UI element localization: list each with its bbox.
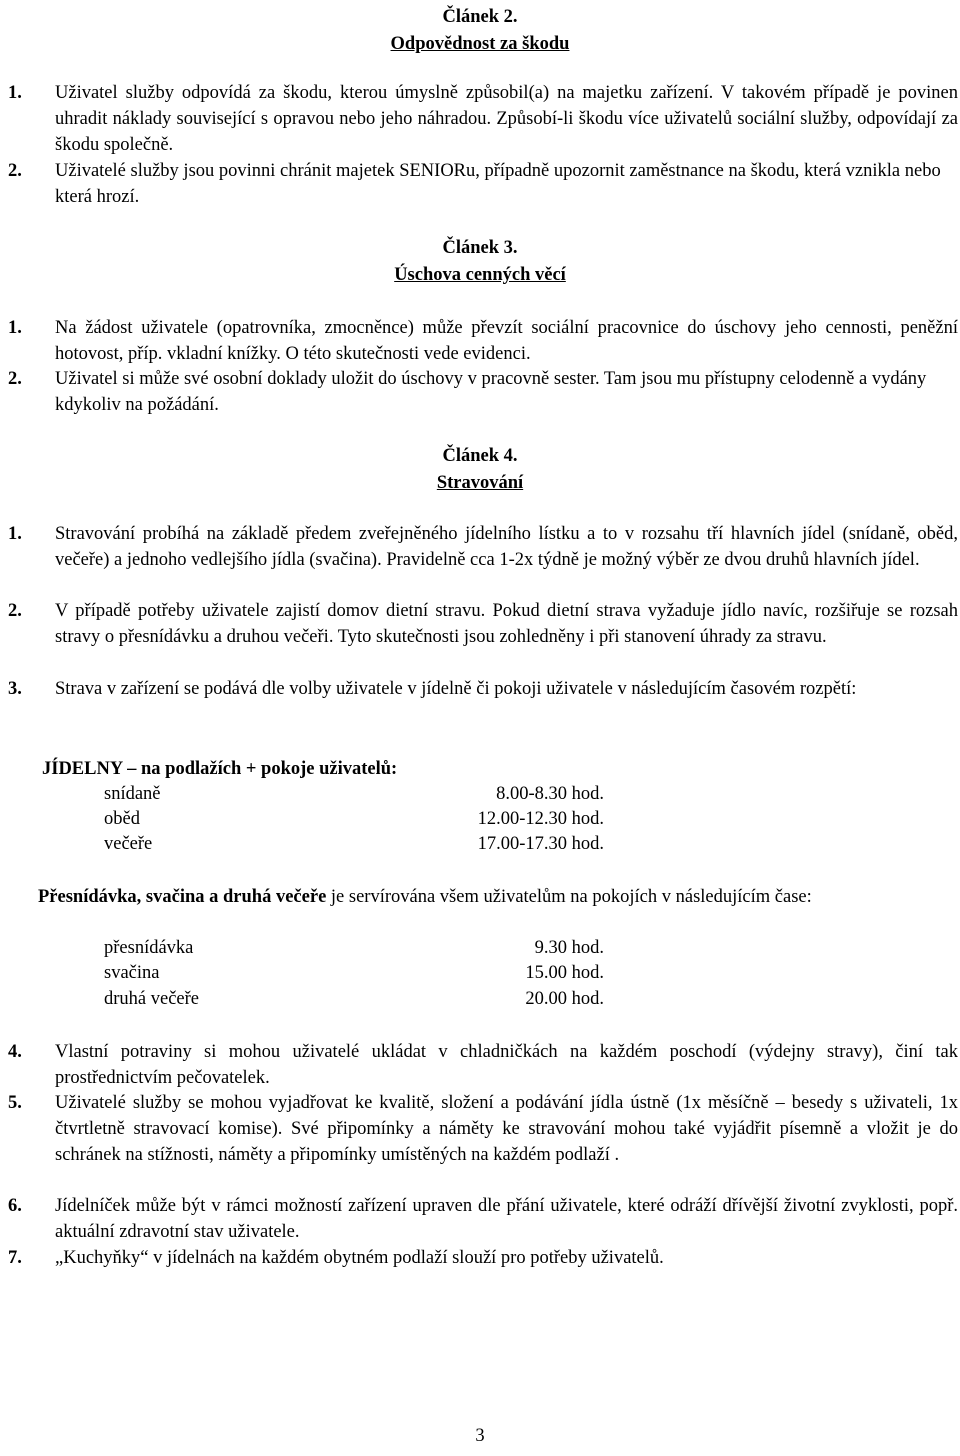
- item-number: 1.: [8, 524, 22, 544]
- item-text: V případě potřeby uživatele zajistí domov dietní stravu. Pokud dietní strava vyžaduje jídlo navíc, rozšiřuje se rozsah stravy o přesnídávku a druhou večeři. Tyto skutečnosti jsou zohledněny i při stanovení úhrady za stravu.: [55, 601, 958, 647]
- meal-time: 20.00 hod.: [525, 989, 604, 1009]
- article-2-title: Článek 2.: [442, 7, 518, 27]
- dining-row: [104, 781, 604, 807]
- article-4-item-5: [8, 1090, 958, 1168]
- item-text: Strava v zařízení se podává dle volby uživatele v jídelně či pokoji uživatele v následujícím časovém rozpětí:: [55, 679, 857, 699]
- item-text: Stravování probíhá na základě předem zveřejněného jídelního lístku a to v rozsahu tří hlavních jídel (snídaně, oběd, večeře) a jednoho vedlejšího jídla (svačina). Pravidelně cca 1-2x týdně je možný výběr ze dvou druhů hlavních jídel.: [55, 524, 958, 570]
- meal-time: 8.00-8.30 hod.: [496, 784, 604, 804]
- dining-schedule-title: JÍDELNY – na podlažích + pokoje uživatelů:: [42, 759, 398, 779]
- article-4-subtitle: Stravování: [436, 473, 524, 493]
- meal-name: večeře: [104, 834, 153, 854]
- item-text: Uživatelé služby jsou povinni chránit majetek SENIORu, případně upozornit zaměstnance na škodu, která vznikla nebo která hrozí.: [55, 161, 941, 207]
- article-4-item-3: [8, 676, 958, 702]
- item-number: 5.: [8, 1093, 22, 1113]
- snack-row: [104, 986, 604, 1012]
- snack-row: [104, 935, 604, 961]
- meal-name: svačina: [104, 963, 160, 983]
- article-4-item-2: [8, 598, 958, 650]
- snack-intro-bold: Přesnídávka, svačina a druhá večeře: [38, 887, 327, 907]
- snack-schedule-intro: [38, 884, 958, 910]
- meal-name: přesnídávka: [104, 938, 194, 958]
- article-4-item-4: [8, 1039, 958, 1091]
- article-2-item-1: [8, 80, 958, 158]
- item-text: „Kuchyňky“ v jídelnách na každém obytném podlaží slouží pro potřeby uživatelů.: [55, 1248, 664, 1268]
- article-2-subtitle: Odpovědnost za škodu: [390, 34, 570, 54]
- article-3-heading: [0, 235, 960, 289]
- item-number: 2.: [8, 161, 22, 181]
- item-number: 7.: [8, 1248, 22, 1268]
- article-3-item-1: [8, 315, 958, 367]
- meal-name: snídaně: [104, 784, 161, 804]
- article-2-item-2: [8, 158, 958, 210]
- snack-intro-rest: je servírována všem uživatelům na pokojích v následujícím čase:: [326, 887, 812, 907]
- article-4-heading: [0, 443, 960, 497]
- article-2-heading: [0, 4, 960, 58]
- article-4-item-1: [8, 521, 958, 573]
- meal-name: druhá večeře: [104, 989, 200, 1009]
- article-4-title: Článek 4.: [442, 446, 518, 466]
- article-3-title: Článek 3.: [442, 238, 518, 258]
- dining-row: [104, 831, 604, 857]
- article-3-subtitle: Úschova cenných věcí: [394, 265, 566, 285]
- item-text: Uživatel služby odpovídá za škodu, kterou úmyslně způsobil(a) na majetku zařízení. V takovém případě je povinen uhradit náklady související s opravou nebo jeho náhradou. Způsobí-li škodu více uživatelů sociální služby, odpovídají za škodu společně.: [55, 83, 958, 155]
- item-number: 1.: [8, 318, 22, 338]
- item-text: Uživatel si může své osobní doklady uložit do úschovy v pracovně sester. Tam jsou mu přístupny celodenně a vydány kdykoliv na požádání.: [55, 369, 927, 415]
- snack-row: [104, 960, 604, 986]
- item-number: 6.: [8, 1196, 22, 1216]
- article-3-item-2: [8, 366, 958, 418]
- item-number: 4.: [8, 1042, 22, 1062]
- page-number: 3: [475, 1426, 485, 1446]
- meal-time: 12.00-12.30 hod.: [477, 809, 604, 829]
- item-text: Uživatelé služby se mohou vyjadřovat ke kvalitě, složení a podávání jídla ústně (1x měsíčně – besedy s uživateli, 1x čtvrtletně stravovací komise). Své připomínky a náměty ke stravování mohou také vyjádřit písemně a vložit je do schránek na stížnosti, náměty a připomínky umístěných na každém podlaží .: [55, 1093, 958, 1165]
- item-text: Jídelníček může být v rámci možností zařízení upraven dle přání uživatele, které odráží dřívější životní zvyklosti, popř. aktuální zdravotní stav uživatele.: [55, 1196, 958, 1242]
- item-number: 2.: [8, 369, 22, 389]
- meal-time: 9.30 hod.: [534, 938, 604, 958]
- meal-time: 15.00 hod.: [525, 963, 604, 983]
- dining-row: [104, 806, 604, 832]
- article-4-item-6: [8, 1193, 958, 1245]
- item-number: 1.: [8, 83, 22, 103]
- item-number: 2.: [8, 601, 22, 621]
- item-text: Vlastní potraviny si mohou uživatelé ukládat v chladničkách na každém poschodí (výdejny stravy), činí tak prostřednictvím pečovatelek.: [55, 1042, 958, 1088]
- item-number: 3.: [8, 679, 22, 699]
- meal-name: oběd: [104, 809, 140, 829]
- article-4-item-7: [8, 1245, 958, 1271]
- item-text: Na žádost uživatele (opatrovníka, zmocněnce) může převzít sociální pracovnice do úschovy jeho cennosti, peněžní hotovost, příp. vkladní knížky. O této skutečnosti vede evidenci.: [55, 318, 958, 364]
- meal-time: 17.00-17.30 hod.: [477, 834, 604, 854]
